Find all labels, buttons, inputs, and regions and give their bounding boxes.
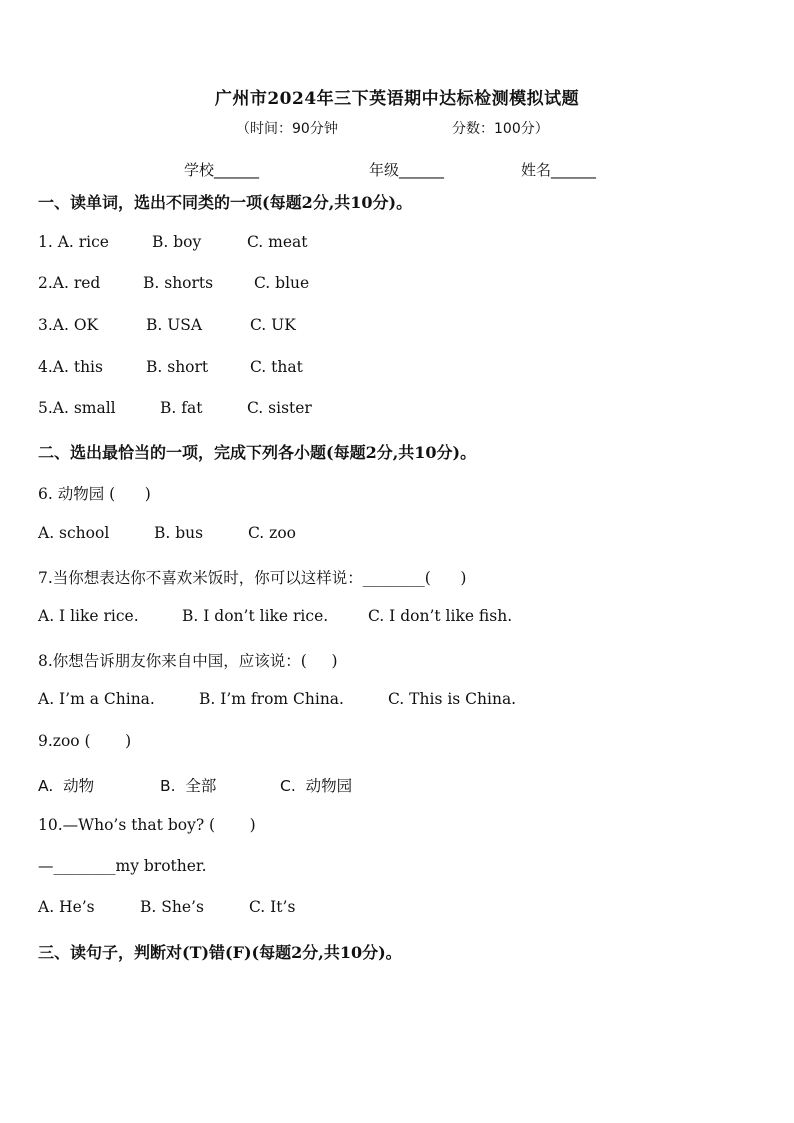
question-5-option-a: 5.A. small	[38, 399, 116, 417]
question-3-option-b: B. USA	[146, 316, 203, 334]
question-9-option-c: C. 动物园	[280, 777, 353, 795]
exam-score: 分数：100分）	[452, 121, 549, 137]
question-8-option-a: A. I’m a China.	[38, 690, 155, 708]
section-2-heading: 二、选出最恰当的一项，完成下列各小题(每题2分,共10分)。	[38, 443, 477, 462]
question-2-option-c: C. blue	[254, 274, 310, 292]
section-3-heading: 三、读句子，判断对(T)错(F)(每题2分,共10分)。	[38, 943, 402, 962]
question-3-option-c: C. UK	[250, 316, 296, 334]
question-10-option-a: A. He’s	[38, 898, 95, 916]
question-5-option-c: C. sister	[247, 399, 312, 417]
section-1-heading: 一、读单词，选出不同类的一项(每题2分,共10分)。	[38, 193, 413, 212]
question-5-option-b: B. fat	[160, 399, 203, 417]
question-2-option-b: B. shorts	[143, 274, 214, 292]
question-1-option-c: C. meat	[247, 233, 308, 251]
question-3-option-a: 3.A. OK	[38, 316, 99, 334]
question-8-stem: 8.你想告诉朋友你来自中国，应该说：( )	[38, 652, 338, 670]
question-1-option-a: 1. A. rice	[38, 233, 109, 251]
exam-time: （时间：90分钟	[236, 121, 338, 137]
question-7-stem: 7.当你想表达你不喜欢米饭时，你可以这样说：________( )	[38, 569, 467, 587]
question-9-option-a: A. 动物	[38, 777, 95, 795]
question-10-answer-line: —________my brother.	[38, 857, 207, 875]
question-9-stem: 9.zoo ( )	[38, 732, 132, 750]
question-8-option-b: B. I’m from China.	[199, 690, 344, 708]
question-4-option-a: 4.A. this	[38, 358, 103, 376]
question-4-option-b: B. short	[146, 358, 209, 376]
question-1-option-b: B. boy	[152, 233, 202, 251]
question-6-option-a: A. school	[38, 524, 110, 542]
question-9-option-b: B. 全部	[160, 777, 217, 795]
question-10-option-c: C. It’s	[249, 898, 296, 916]
question-10-stem: 10.—Who’s that boy? ( )	[38, 816, 256, 834]
question-7-option-c: C. I don’t like fish.	[368, 607, 513, 625]
name-field: 姓名______	[521, 161, 597, 179]
question-2-option-a: 2.A. red	[38, 274, 101, 292]
question-7-option-b: B. I don’t like rice.	[182, 607, 329, 625]
page-title: 广州市2024年三下英语期中达标检测模拟试题	[214, 89, 580, 109]
question-7-option-a: A. I like rice.	[38, 607, 139, 625]
question-10-option-b: B. She’s	[140, 898, 204, 916]
question-6-option-c: C. zoo	[248, 524, 296, 542]
question-8-option-c: C. This is China.	[388, 690, 517, 708]
grade-field: 年级______	[369, 161, 445, 179]
question-6-option-b: B. bus	[154, 524, 204, 542]
school-field: 学校______	[184, 161, 260, 179]
question-6-stem: 6. 动物园 ( )	[38, 485, 151, 503]
question-4-option-c: C. that	[250, 358, 303, 376]
